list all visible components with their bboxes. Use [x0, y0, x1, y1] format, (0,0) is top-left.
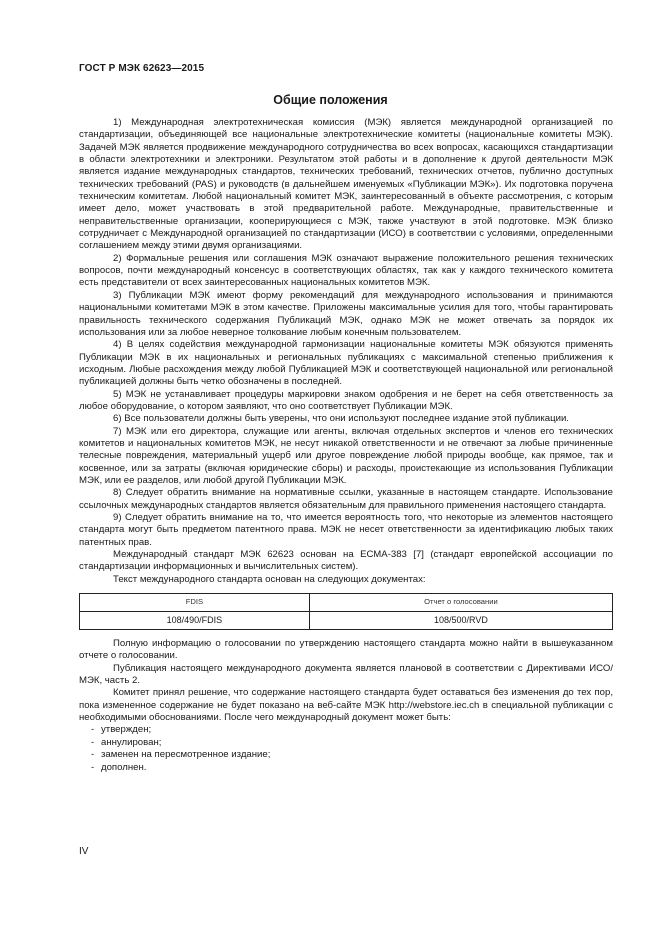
paragraph-committee-decision: Комитет принял решение, что содержание настоящего стандарта будет оставаться без изменения до тех пор, пока измененное содержание не будет показано на веб-сайте МЭК http://webstore.iec.ch в специальной публикации с необходимыми обоснованиями. После чего международный документ может быть:: [79, 687, 613, 724]
table-cell-rvd: 108/500/RVD: [309, 612, 612, 630]
table-header-fdis: FDIS: [80, 594, 310, 612]
paragraph-2: 2) Формальные решения или соглашения МЭК означают выражение положительного решения технических вопросов, почти международный консенсус в соответствующих областях, так как у каждого технического комитета есть представители от всех заинтересованных национальных комитетов МЭК.: [79, 252, 613, 289]
paragraph-3: 3) Публикации МЭК имеют форму рекомендаций для международного использования и принимаются национальными комитетами МЭК в этом качестве. Приложены максимальные усилия для того, чтобы гарантировать правильность технического содержания Публикаций МЭК, однако МЭК не может отвечать за порядок их использования или за любое неверное толкование любым конечным пользователем.: [79, 289, 613, 338]
section-title: Общие положения: [273, 93, 388, 107]
paragraph-8: 8) Следует обратить внимание на нормативные ссылки, указанные в настоящем стандарте. Использование ссылочных международных стандартов является обязательным для правильного применения настоящего стандарта.: [79, 487, 613, 511]
table-header-row: [80, 594, 613, 612]
list-item: - утвержден;: [91, 724, 152, 736]
document-body: [79, 117, 613, 774]
list-item: - аннулирован;: [91, 736, 162, 748]
paragraph-table-intro: Текст международного стандарта основан на следующих документах:: [113, 573, 426, 585]
paragraph-4: 4) В целях содействия международной гармонизации национальные комитеты МЭК обязуются применять Публикации МЭК в их национальных и региональных публикациях с максимальной степенью приближения к исходным. Любые расхождения между любой Публикацией МЭК и соответствующей национальной или региональной публикацией должны быть четко обозначены в последней.: [79, 339, 613, 388]
paragraph-voting-info: Полную информацию о голосовании по утверждению настоящего стандарта можно найти в вышеуказанном отчете о голосовании.: [79, 638, 613, 662]
paragraph-7: 7) МЭК или его директора, служащие или агенты, включая отдельных экспертов и членов его технических комитетов и национальных комитетов МЭК, не несут никакой ответственности и не отвечают за любые причиненные телесные повреждения, материальный ущерб или другое повреждение любой природы вообще, как прямое, так и косвенное, или за затраты (включая юридические сборы) и расходы, проистекающие из использования Публикации МЭК, или ее разделов, или любой другой Публикации МЭК.: [79, 425, 613, 486]
paragraph-1: 1) Международная электротехническая комиссия (МЭК) является международной организацией по стандартизации, объединяющей все национальные электротехнические комитеты (национальные комитеты МЭК). Задачей МЭК является продвижение международного сотрудничества во всех вопросах, касающихся стандартизации в области электротехники и электроники. Результатом этой работы и в дополнение к другой деятельности МЭК является издание международных стандартов, технических требований, технических отчетов, публично доступных технических требований (PAS) и руководств (в дальнейшем именуемых «Публикации МЭК»). Их подготовка поручена техническим комитетам. Любой национальный комитет МЭК, заинтересованный в объекте рассмотрения, с которым имеет дело, может участвовать в этой предварительной работе. Международные, правительственные и неправительственные организации, кооперирующиеся с МЭК, также участвуют в этой подготовке. МЭК близко сотрудничает с Международной организацией по стандартизации (ИСО) в соответствии с условиями, определенными соглашением между этими двумя организациями.: [79, 117, 613, 252]
paragraph-directives: Публикация настоящего международного документа является плановой в соответствии с Директивами ИСО/МЭК, часть 2.: [79, 662, 613, 687]
table-header-voting-report: Отчет о голосовании: [309, 594, 612, 612]
paragraph-5: 5) МЭК не устанавливает процедуры маркировки знаком одобрения и не берет на себя ответственность за любое оборудование, о котором заявляют, что оно соответствует Публикации МЭК.: [79, 388, 613, 412]
voting-documents-table: [79, 593, 613, 630]
paragraph-9: 9) Следует обратить внимание на то, что имеется вероятность того, что некоторые из элементов настоящего стандарта могут быть предметом патентного права. МЭК не несет ответственности за идентификацию любых таких патентных прав.: [79, 512, 613, 548]
page-number: IV: [79, 846, 89, 857]
document-code-header: ГОСТ Р МЭК 62623—2015: [79, 63, 205, 74]
list-item: - заменен на пересмотренное издание;: [91, 749, 271, 761]
document-status-list: [79, 724, 613, 773]
table-cell-fdis: 108/490/FDIS: [80, 612, 310, 630]
paragraph-basis: Международный стандарт МЭК 62623 основан на ЕСМА-383 [7] (стандарт европейской ассоциации по стандартизации информационных и вычислительных систем).: [79, 549, 613, 573]
paragraph-6: 6) Все пользователи должны быть уверены, что они используют последнее издание этой публикации.: [113, 413, 569, 425]
table-row: [80, 612, 613, 630]
list-item: - дополнен.: [91, 761, 147, 773]
